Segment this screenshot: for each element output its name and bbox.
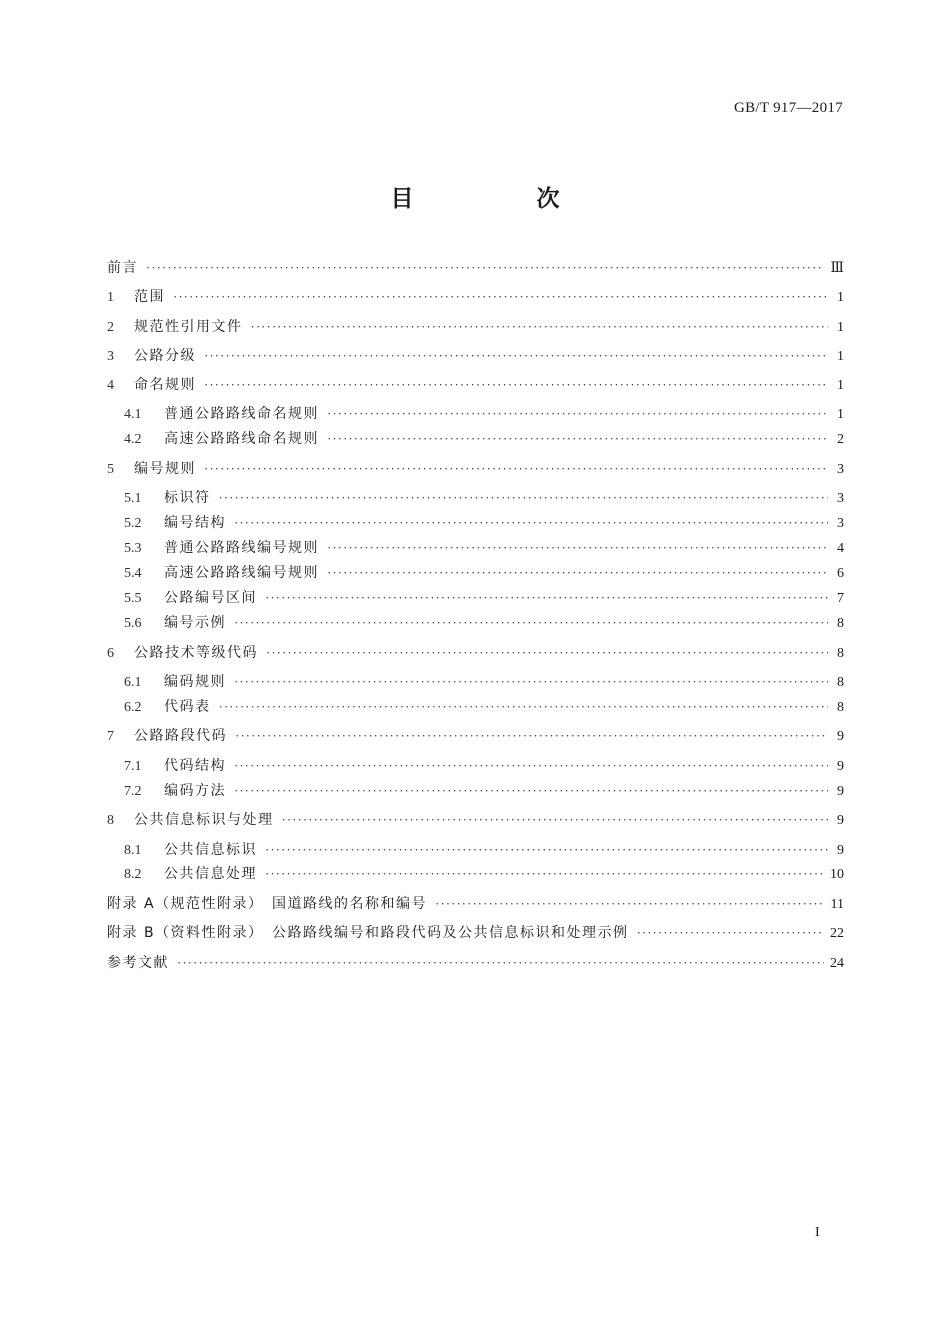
toc-entry[interactable] [107, 562, 844, 587]
toc-entry-number: 6.2 [124, 699, 142, 715]
toc-entry-label: 公路编号区间 [164, 589, 257, 606]
toc-entry[interactable] [107, 374, 844, 403]
toc-entry[interactable] [107, 458, 844, 487]
toc-entry-page: 2 [837, 432, 844, 448]
toc-entry-page: 9 [837, 813, 844, 829]
toc-entry[interactable] [107, 612, 844, 642]
dot-leader [177, 955, 824, 971]
dot-leader [435, 896, 824, 912]
toc-entry-label: 公路路段代码 [134, 728, 227, 745]
toc-entry-page: 6 [837, 566, 844, 582]
toc-entry-page: 8 [837, 645, 844, 661]
toc-entry[interactable] [107, 839, 844, 864]
toc-entry-page: 10 [830, 867, 844, 883]
toc-entry-number: 7.1 [124, 758, 142, 774]
dot-leader [219, 490, 829, 506]
toc-entry-label: 编码规则 [164, 673, 226, 690]
toc-entry-page: 1 [837, 290, 844, 306]
standard-code: GB/T 917—2017 [733, 100, 843, 116]
toc-entry-number: 5.5 [124, 590, 142, 606]
toc-entry-page: 8 [837, 699, 844, 715]
toc-entry-number: 6 [107, 645, 114, 661]
toc-entry[interactable] [107, 316, 844, 345]
toc-entry[interactable] [107, 863, 844, 893]
toc-entry-page: 24 [830, 955, 844, 971]
toc-entry-label: 编码方法 [164, 782, 226, 799]
toc-entry-page: 1 [837, 348, 844, 364]
toc-entry[interactable] [107, 696, 844, 726]
toc-entry-page: 11 [830, 897, 844, 913]
toc-entry[interactable] [107, 512, 844, 537]
toc-entry-number: 3 [107, 348, 114, 364]
toc-entry-label: 公共信息标识与处理 [134, 812, 274, 829]
toc-entry-page: 1 [837, 319, 844, 335]
dot-leader [327, 431, 828, 447]
dot-leader [265, 842, 828, 858]
toc-entry[interactable] [107, 755, 844, 780]
toc-entry[interactable] [107, 403, 844, 428]
toc-entry-page: 3 [837, 491, 844, 507]
toc-entry-number: 7.2 [124, 783, 142, 799]
dot-leader [251, 319, 829, 335]
toc-entry-number: 6.1 [124, 674, 142, 690]
toc-entry-page: 8 [837, 615, 844, 631]
toc-entry-label: 参考文献 [107, 954, 169, 971]
table-of-contents [107, 257, 844, 981]
toc-entry-label: 编号规则 [134, 461, 196, 478]
dot-leader [234, 758, 828, 774]
toc-entry-number: 4.1 [124, 407, 142, 423]
toc-entry-label: 高速公路路线命名规则 [164, 431, 319, 448]
toc-entry-label: 普通公路路线命名规则 [164, 406, 319, 423]
dot-leader [204, 348, 828, 364]
toc-entry-number: 5 [107, 462, 114, 478]
toc-entry[interactable] [107, 952, 844, 981]
dot-leader [282, 812, 829, 828]
dot-leader [327, 406, 828, 422]
dot-leader [234, 515, 828, 531]
toc-entry[interactable] [107, 257, 844, 286]
dot-leader [235, 728, 828, 744]
toc-entry-label: 附录 A（规范性附录） 国道路线的名称和编号 [107, 896, 428, 913]
dot-leader [234, 615, 828, 631]
toc-entry-page: 9 [837, 783, 844, 799]
toc-entry-number: 2 [107, 319, 114, 335]
toc-entry-page: 9 [837, 758, 844, 774]
toc-entry-page: 9 [837, 842, 844, 858]
toc-entry-page: 7 [837, 590, 844, 606]
toc-entry-label: 编号示例 [164, 614, 226, 631]
dot-leader [234, 674, 828, 690]
toc-entry-page: 9 [837, 729, 844, 745]
toc-entry-label: 代码结构 [164, 757, 226, 774]
toc-entry-page: Ⅲ [830, 261, 844, 276]
toc-entry[interactable] [107, 345, 844, 374]
toc-entry-number: 8.2 [124, 867, 142, 883]
toc-entry-label: 标识符 [164, 490, 211, 507]
toc-entry-label: 规范性引用文件 [134, 318, 243, 335]
dot-leader [327, 540, 828, 556]
toc-entry-label: 公共信息处理 [164, 866, 257, 883]
toc-entry-number: 5.4 [124, 566, 142, 582]
dot-leader [265, 866, 824, 882]
toc-entry-number: 8.1 [124, 842, 142, 858]
toc-entry-label: 附录 B（资料性附录） 公路路线编号和路段代码及公共信息标识和处理示例 [107, 925, 629, 942]
dot-leader [637, 925, 824, 941]
toc-entry[interactable] [107, 642, 844, 671]
toc-entry[interactable] [107, 780, 844, 810]
toc-entry[interactable] [107, 922, 844, 951]
toc-entry-number: 5.3 [124, 541, 142, 557]
dot-leader [204, 377, 828, 393]
toc-entry[interactable] [107, 286, 844, 315]
toc-entry-label: 公路技术等级代码 [134, 644, 258, 661]
toc-entry-number: 5.2 [124, 516, 142, 532]
toc-entry[interactable] [107, 587, 844, 612]
dot-leader [234, 783, 828, 799]
toc-entry-page: 22 [830, 926, 844, 942]
toc-entry-number: 7 [107, 729, 114, 745]
toc-entry-number: 4.2 [124, 432, 142, 448]
dot-leader [327, 565, 828, 581]
toc-entry-number: 4 [107, 378, 114, 394]
toc-entry-number: 5.1 [124, 491, 142, 507]
toc-entry[interactable] [107, 487, 844, 512]
toc-entry-page: 3 [837, 516, 844, 532]
toc-entry[interactable] [107, 725, 844, 754]
toc-entry[interactable] [107, 893, 844, 922]
dot-leader [219, 699, 829, 715]
toc-entry-page: 8 [837, 674, 844, 690]
toc-entry-label: 前言 [107, 260, 138, 276]
toc-entry-number: 5.6 [124, 615, 142, 631]
footer-page-number: I [815, 1225, 820, 1240]
toc-entry-label: 公共信息标识 [164, 841, 257, 858]
toc-entry-page: 1 [837, 407, 844, 423]
toc-entry-number: 1 [107, 290, 114, 306]
toc-entry-number: 8 [107, 813, 114, 829]
dot-leader [266, 645, 828, 661]
dot-leader [265, 590, 828, 606]
toc-entry-page: 4 [837, 541, 844, 557]
toc-entry[interactable] [107, 428, 844, 458]
toc-entry-label: 普通公路路线编号规则 [164, 540, 319, 557]
toc-entry-page: 3 [837, 462, 844, 478]
toc-title: 目 次 [390, 186, 610, 212]
toc-entry-page: 1 [837, 378, 844, 394]
toc-entry[interactable] [107, 809, 844, 838]
dot-leader [146, 260, 824, 276]
toc-entry-label: 公路分级 [134, 347, 196, 364]
dot-leader [204, 461, 828, 477]
toc-entry-label: 代码表 [164, 698, 211, 715]
dot-leader [173, 289, 828, 305]
toc-entry-label: 高速公路路线编号规则 [164, 565, 319, 582]
toc-entry-label: 范围 [134, 289, 165, 306]
toc-entry[interactable] [107, 537, 844, 562]
toc-entry-label: 命名规则 [134, 377, 196, 394]
toc-entry-label: 编号结构 [164, 515, 226, 532]
toc-entry[interactable] [107, 671, 844, 696]
